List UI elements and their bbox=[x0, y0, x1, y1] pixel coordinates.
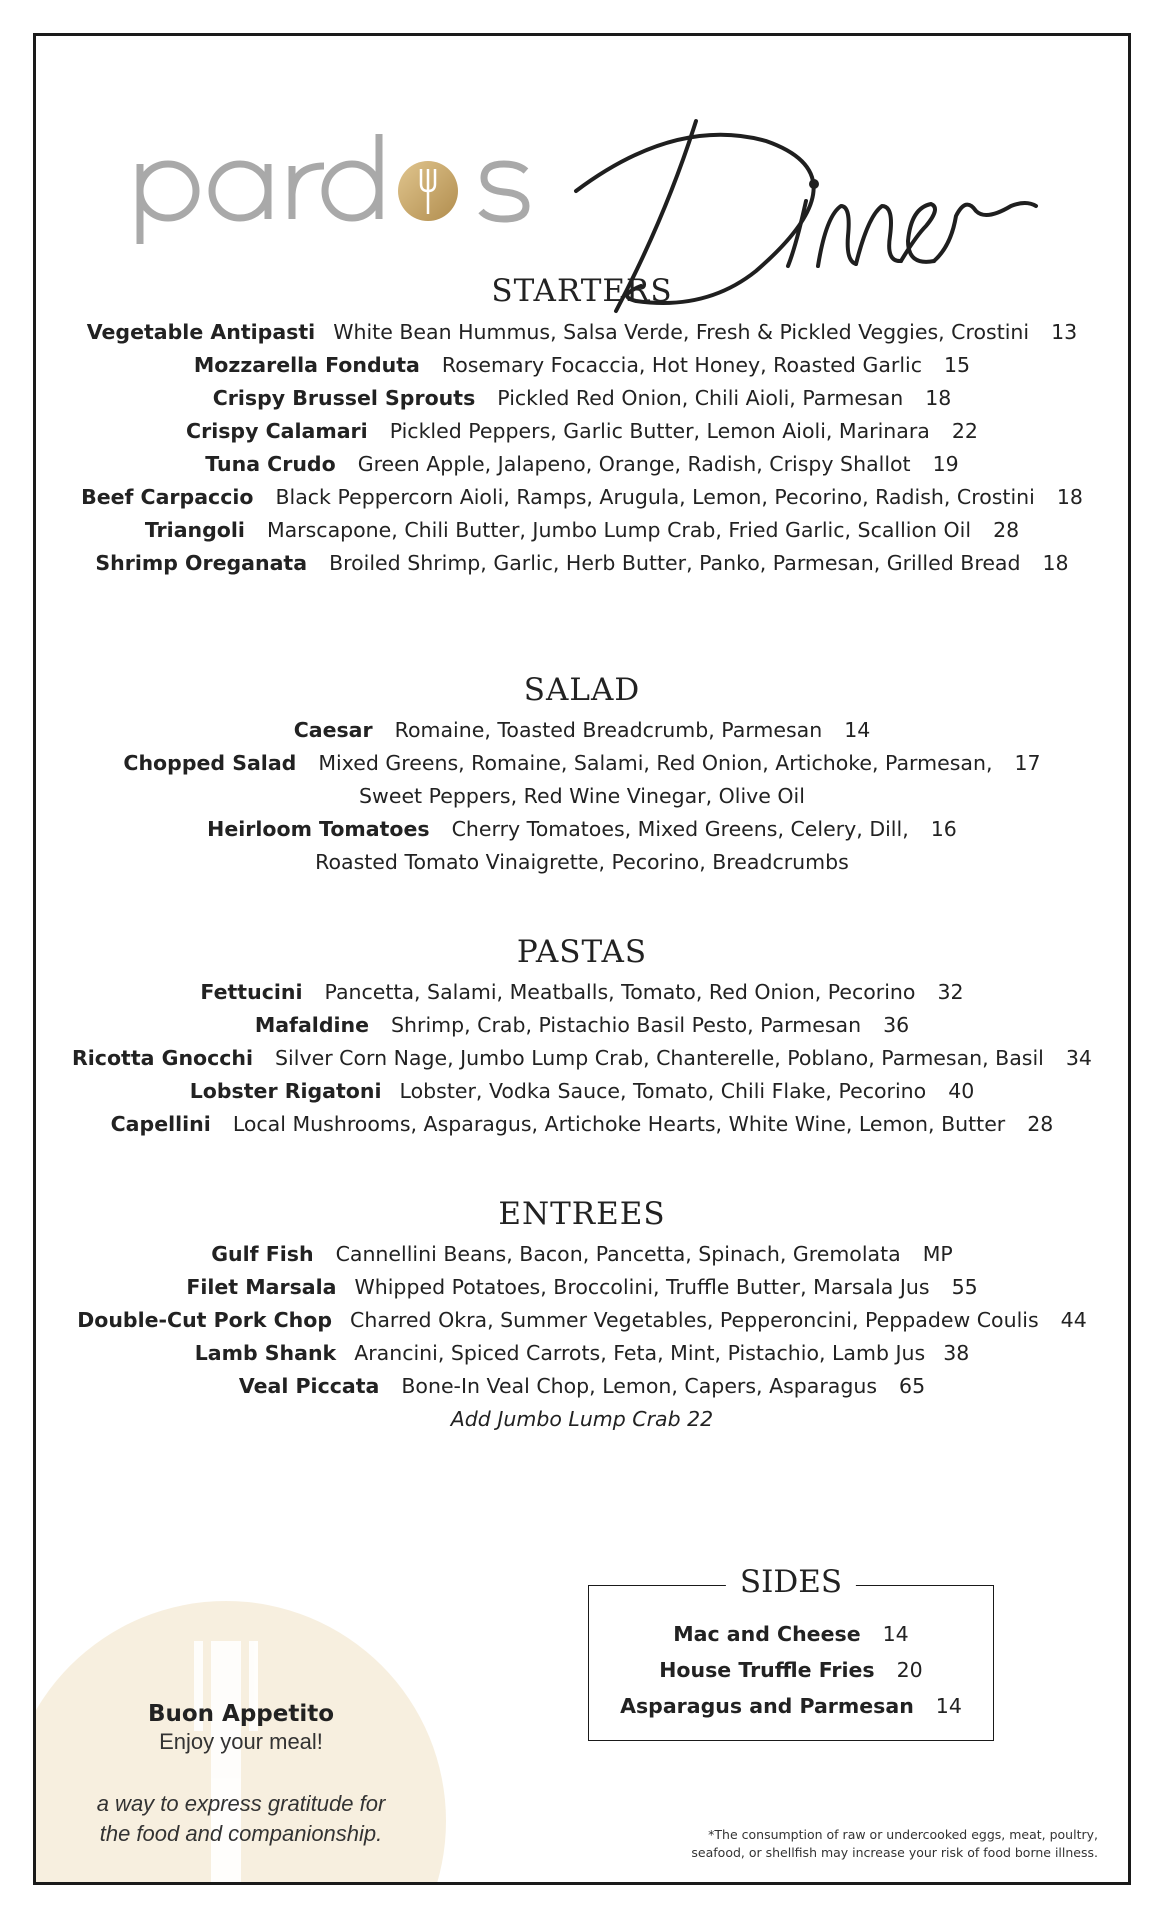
list-item-continuation: Roasted Tomato Vinaigrette, Pecorino, Breadcrumbs bbox=[315, 850, 849, 874]
list-item: Fettucini Pancetta, Salami, Meatballs, Tomato, Red Onion, Pecorino 32 bbox=[200, 980, 964, 1004]
list-item: Crispy Brussel Sprouts Pickled Red Onion, Chili Aioli, Parmesan 18 bbox=[212, 386, 952, 410]
gratitude-text: a way to express gratitude for the food and companionship. bbox=[96, 1791, 386, 1846]
entrees-title: ENTREES bbox=[498, 1196, 666, 1232]
list-item: House Truffle Fries 20 bbox=[659, 1658, 923, 1682]
list-item: Triangoli Marscapone, Chili Butter, Jumbo Lump Crab, Fried Garlic, Scallion Oil 28 bbox=[144, 518, 1020, 542]
list-item: Vegetable Antipasti White Bean Hummus, Salsa Verde, Fresh & Pickled Veggies, Crostini 13 bbox=[86, 320, 1078, 344]
pardos-logo bbox=[124, 124, 544, 254]
list-item: Mafaldine Shrimp, Crab, Pistachio Basil Pesto, Parmesan 36 bbox=[254, 1013, 910, 1037]
menu-frame bbox=[33, 33, 1131, 1885]
pastas-list bbox=[36, 976, 1128, 1141]
list-item: Double-Cut Pork Chop Charred Okra, Summer Vegetables, Pepperoncini, Peppadew Coulis 44 bbox=[77, 1308, 1087, 1332]
list-item: Capellini Local Mushrooms, Asparagus, Artichoke Hearts, White Wine, Lemon, Butter 28 bbox=[110, 1112, 1054, 1136]
list-item: Mac and Cheese 14 bbox=[673, 1622, 909, 1646]
list-item: Crispy Calamari Pickled Peppers, Garlic Butter, Lemon Aioli, Marinara 22 bbox=[186, 419, 978, 443]
list-item: Gulf Fish Cannellini Beans, Bacon, Pancetta, Spinach, Gremolata MP bbox=[211, 1242, 953, 1266]
list-item: Shrimp Oreganata Broiled Shrimp, Garlic, Herb Butter, Panko, Parmesan, Grilled Bread 18 bbox=[95, 551, 1069, 575]
salad-list bbox=[36, 714, 1128, 879]
list-item: Caesar Romaine, Toasted Breadcrumb, Parmesan 14 bbox=[293, 718, 871, 742]
list-item: Heirloom Tomatoes Cherry Tomatoes, Mixed Greens, Celery, Dill, 16 bbox=[207, 817, 957, 841]
starters-title: STARTERS bbox=[491, 273, 673, 309]
entrees-addon-note: Add Jumbo Lump Crab 22 bbox=[450, 1407, 714, 1431]
list-item: Ricotta Gnocchi Silver Corn Nage, Jumbo Lump Crab, Chanterelle, Poblano, Parmesan, Basil 34 bbox=[72, 1046, 1092, 1070]
salad-title: SALAD bbox=[523, 672, 641, 708]
pastas-title: PASTAS bbox=[516, 934, 648, 970]
list-item: Tuna Crudo Green Apple, Jalapeno, Orange, Radish, Crispy Shallot 19 bbox=[205, 452, 959, 476]
food-safety-disclaimer: *The consumption of raw or undercooked eggs, meat, poultry, seafood, or shellfish may increase your risk of food borne illness. bbox=[691, 1827, 1098, 1860]
buon-appetito-title: Buon Appetito bbox=[147, 1701, 335, 1727]
list-item: Chopped Salad Mixed Greens, Romaine, Salami, Red Onion, Artichoke, Parmesan, 17 bbox=[123, 751, 1041, 775]
buon-appetito-block bbox=[91, 1701, 391, 1849]
entrees-list bbox=[36, 1238, 1128, 1436]
list-item: Lamb Shank Arancini, Spiced Carrots, Feta, Mint, Pistachio, Lamb Jus 38 bbox=[194, 1341, 970, 1365]
logo-letters bbox=[140, 134, 526, 244]
list-item-continuation: Sweet Peppers, Red Wine Vinegar, Olive Oil bbox=[359, 784, 805, 808]
starters-list bbox=[36, 316, 1128, 580]
list-item: Asparagus and Parmesan 14 bbox=[620, 1694, 962, 1718]
buon-appetito-subtitle: Enjoy your meal! bbox=[159, 1729, 323, 1754]
list-item: Veal Piccata Bone-In Veal Chop, Lemon, Capers, Asparagus 65 bbox=[238, 1374, 926, 1398]
list-item: Mozzarella Fonduta Rosemary Focaccia, Hot Honey, Roasted Garlic 15 bbox=[193, 353, 971, 377]
list-item: Beef Carpaccio Black Peppercorn Aioli, Ramps, Arugula, Lemon, Pecorino, Radish, Crostini 18 bbox=[81, 485, 1083, 509]
sides-list bbox=[589, 1616, 993, 1724]
list-item: Lobster Rigatoni Lobster, Vodka Sauce, Tomato, Chili Flake, Pecorino 40 bbox=[189, 1079, 975, 1103]
sides-title: SIDES bbox=[726, 1564, 856, 1600]
list-item: Filet Marsala Whipped Potatoes, Broccolini, Truffle Butter, Marsala Jus 55 bbox=[186, 1275, 978, 1299]
sides-box bbox=[588, 1564, 994, 1741]
